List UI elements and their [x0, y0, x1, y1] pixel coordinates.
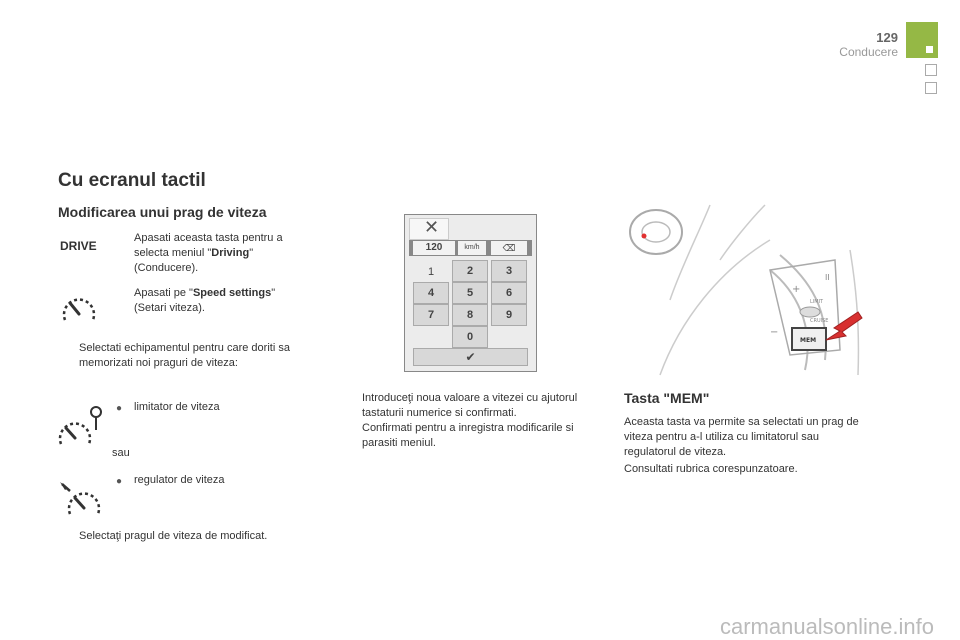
mem-label: MEM	[800, 337, 817, 344]
chapter-tab	[925, 82, 937, 94]
step-text: Introduceţi noua valoare a vitezei cu ajutorul tastaturii numerice si confirmati.	[362, 392, 578, 419]
or-text: sau	[112, 447, 130, 459]
backspace-icon: ⌫	[491, 241, 527, 255]
keypad-key: 2	[452, 260, 488, 282]
keypad-key: 4	[413, 282, 449, 304]
chapter-tab	[925, 64, 937, 76]
svg-text:+: +	[792, 284, 801, 295]
option-dot: ●	[116, 403, 123, 414]
mem-description: Aceasta tasta va permite sa selectati un prag de viteza pentru a-l utiliza cu limitatorul sau regulatorul de viteza.	[624, 416, 859, 458]
step-text: Selectati echipamentul pentru care doriti sa memorizati noi praguri de viteza:	[79, 342, 290, 369]
speedometer-icon	[60, 292, 98, 324]
cruise-label: CRUISE	[810, 318, 829, 324]
step-text: Apasati aceasta tasta pentru a selecta meniul "Driving" (Conducere).	[134, 232, 283, 274]
steering-wheel-illustration	[620, 200, 870, 380]
option-text: regulator de viteza	[134, 474, 225, 486]
keypad-key: 1	[413, 261, 449, 283]
step-text: Selectaţi pragul de viteza de modificat.	[79, 530, 268, 542]
page-title: Cu ecranul tactil	[58, 170, 206, 191]
keypad-key: 3	[491, 260, 527, 282]
limit-label: LIMIT	[810, 299, 824, 305]
speed-value: 120	[413, 241, 455, 255]
speed-unit: km/h	[458, 241, 486, 255]
svg-text:II: II	[825, 273, 830, 282]
speed-limiter-icon	[56, 402, 104, 448]
keypad-key: 9	[491, 304, 527, 326]
mem-reference: Consultati rubrica corespunzatoare.	[624, 463, 798, 475]
step-text: Apasati pe "Speed settings" (Setari viteza).	[134, 287, 276, 314]
confirm-icon: ✔	[413, 348, 528, 366]
chapter-tab-active	[906, 22, 938, 58]
close-icon: ✕	[424, 217, 440, 237]
option-text: limitator de viteza	[134, 401, 220, 413]
page-number: 129	[876, 30, 898, 45]
svg-text:−: −	[770, 327, 779, 338]
watermark: carmanualsonline.info	[719, 614, 934, 639]
section-heading: Tasta "MEM"	[624, 390, 710, 406]
touchscreen-keypad	[404, 214, 537, 372]
section-heading: Modificarea unui prag de viteza	[58, 204, 267, 220]
close-button	[409, 218, 449, 240]
option-dot: ●	[116, 476, 123, 487]
keypad-key: 5	[452, 282, 488, 304]
chapter-title: Conducere	[839, 45, 898, 59]
cruise-control-icon	[58, 478, 102, 518]
keypad-key: 8	[452, 304, 488, 326]
keypad-key: 6	[491, 282, 527, 304]
step-text: Confirmati pentru a inregistra modificarile si parasiti meniul.	[362, 422, 574, 449]
drive-button-label: DRIVE	[60, 239, 97, 253]
keypad-key: 7	[413, 304, 449, 326]
keypad-key: 0	[452, 326, 488, 348]
red-arrow-icon	[826, 312, 862, 340]
